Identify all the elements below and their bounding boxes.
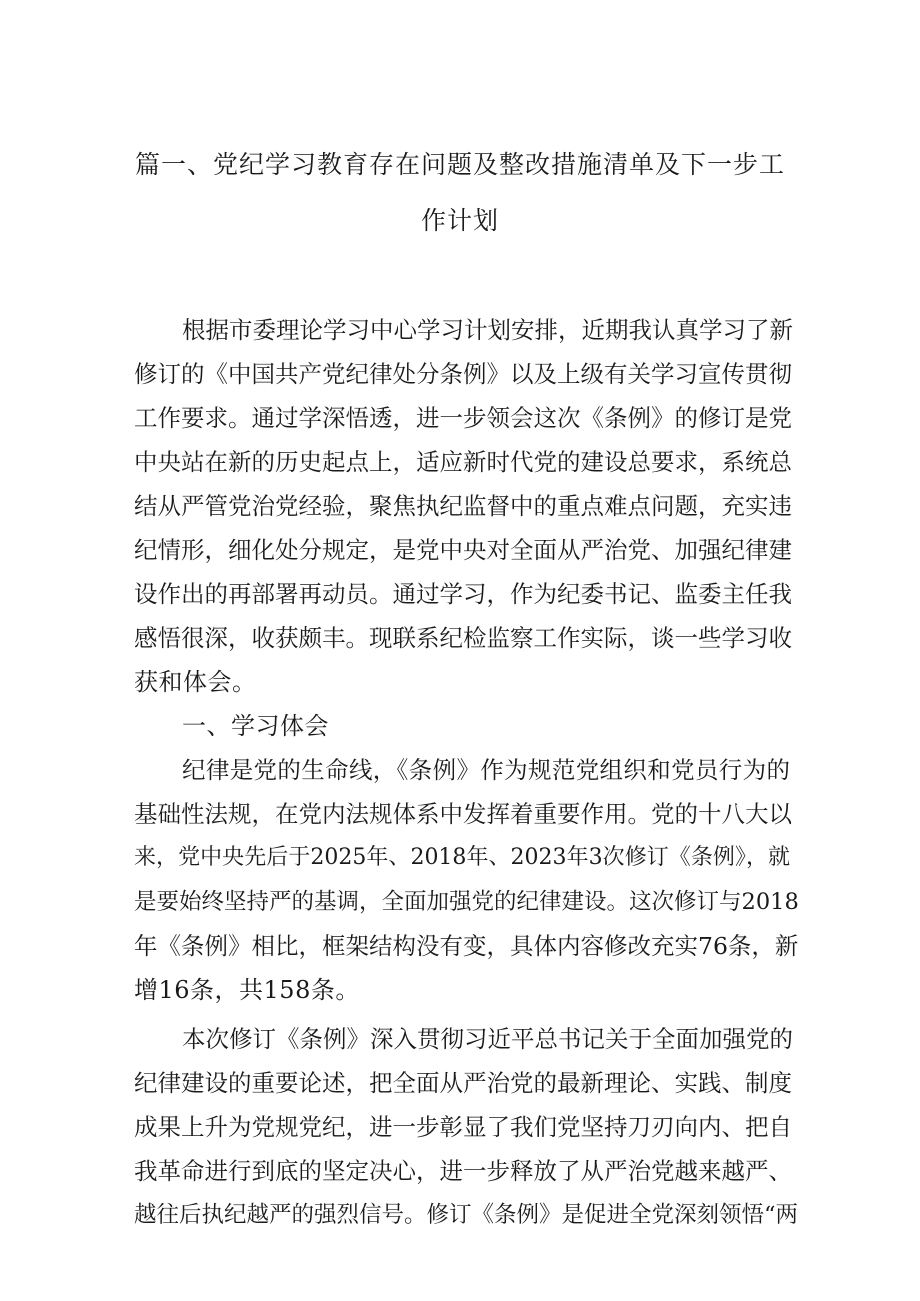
paragraph-1-line: 感悟很深，收获颇丰。现联系纪检监察工作实际，谈一些学习收 <box>134 624 792 652</box>
paragraph-1-line: 修订的《中国共产党纪律处分条例》以及上级有关学习宣传贯彻 <box>134 360 792 388</box>
paragraph-3-line: 纪律建设的重要论述，把全面从严治党的最新理论、实践、制度 <box>134 1069 792 1097</box>
paragraph-2-line: 来，党中央先后于2025年、2018年、2023年3次修订《条例》，就 <box>134 845 790 870</box>
paragraph-2-line: 基础性法规，在党内法规体系中发挥着重要作用。党的十八大以 <box>134 800 792 828</box>
paragraph-1-line: 根据市委理论学习中心学习计划安排，近期我认真学习了新 <box>182 316 793 344</box>
paragraph-2-line: 年《条例》相比，框架结构没有变，具体内容修改充实76条，新 <box>134 932 799 960</box>
paragraph-1-line: 纪情形，细化处分规定，是党中央对全面从严治党、加强纪律建 <box>134 536 792 564</box>
paragraph-2-line: 是要始终坚持严的基调，全面加强党的纪律建设。这次修订与2018 <box>134 889 799 915</box>
paragraph-3-line: 我革命进行到底的坚定决心，进一步释放了从严治党越来越严、 <box>134 1157 792 1185</box>
document-title-line-2: 作计划 <box>420 206 499 235</box>
paragraph-3-line: 成果上升为党规党纪，进一步彰显了我们党坚持刀刃向内、把自 <box>134 1113 792 1141</box>
document-title-line-1: 篇一、党纪学习教育存在问题及整改措施清单及下一步工 <box>134 150 785 179</box>
paragraph-1-line: 设作出的再部署再动员。通过学习，作为纪委书记、监委主任我 <box>134 580 792 608</box>
paragraph-2-line: 纪律是党的生命线，《条例》作为规范党组织和党员行为的 <box>182 756 790 784</box>
paragraph-2-line: 增16条，共158条。 <box>134 976 360 1004</box>
section-heading: 一、学习体会 <box>182 712 329 740</box>
paragraph-1-line: 获和体会。 <box>134 668 257 696</box>
paragraph-1-line: 中央站在新的历史起点上，适应新时代党的建设总要求，系统总 <box>134 448 792 476</box>
paragraph-3-line: 本次修订《条例》深入贯彻习近平总书记关于全面加强党的 <box>182 1025 793 1053</box>
paragraph-1-line: 工作要求。通过学深悟透，进一步领会这次《条例》的修订是党 <box>134 404 792 432</box>
paragraph-1-line: 结从严管党治党经验，聚焦执纪监督中的重点难点问题，充实违 <box>134 492 792 520</box>
paragraph-3-line: 越往后执纪越严的强烈信号。修订《条例》是促进全党深刻领悟“两 <box>134 1202 799 1228</box>
